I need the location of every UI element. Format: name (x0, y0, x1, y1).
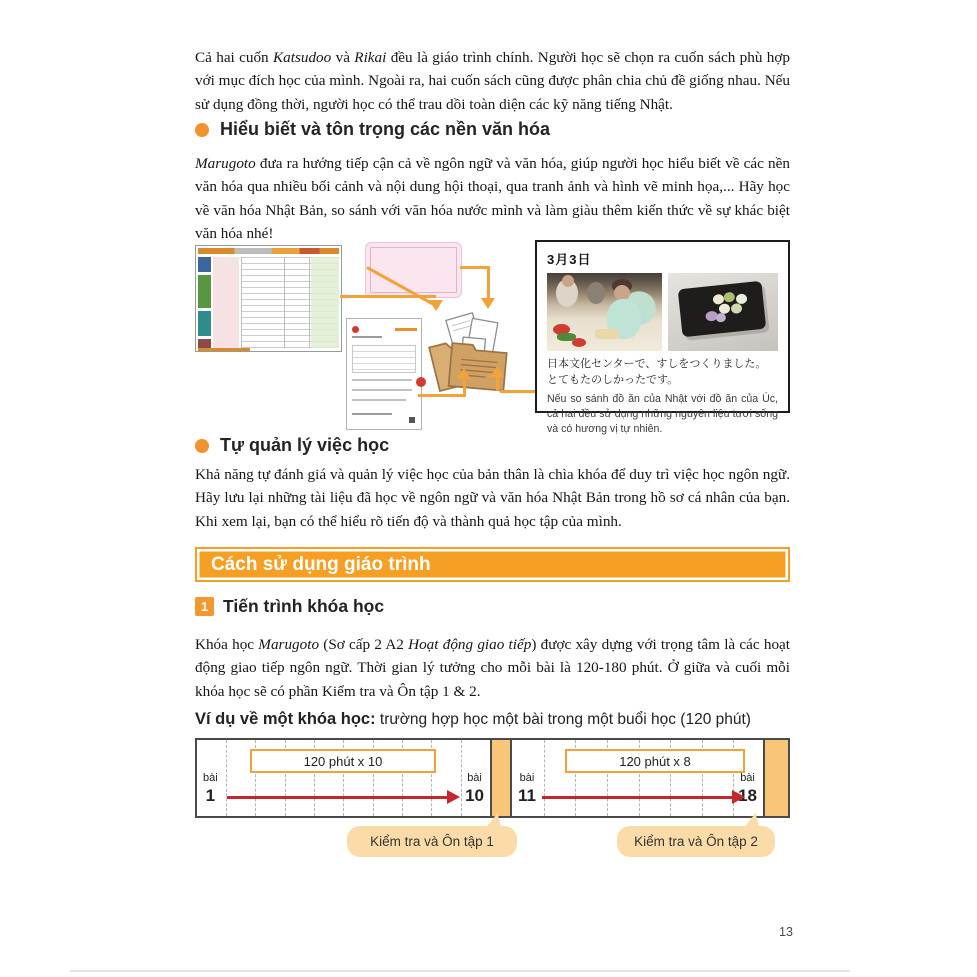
worksheet-text-box (352, 345, 416, 373)
course-flow-paragraph (195, 633, 790, 703)
heading-text: Tự quản lý việc học (220, 435, 390, 455)
page-edge-line (70, 970, 850, 972)
grid-line (544, 740, 545, 816)
bullet-icon (195, 439, 209, 453)
photo-vegetables (557, 333, 576, 341)
sushi-piece (712, 293, 724, 304)
worksheet-red-badge (416, 377, 426, 387)
grid-line (309, 257, 310, 348)
grid-line (226, 740, 227, 816)
worksheet-text-line (352, 413, 392, 415)
worksheet-text-line (352, 336, 382, 338)
heading-text: Tiến trình khóa học (223, 596, 385, 616)
checklist-pink-column (213, 257, 239, 348)
callout-text: Kiểm tra và Ôn tập 1 (370, 834, 494, 849)
example-rest: trường hợp học một bài trong một buổi học (120 phút) (375, 711, 751, 728)
usage-section-banner (195, 547, 790, 582)
diary-date: 3月3日 (547, 252, 592, 267)
progress-arrow-line (227, 796, 449, 799)
timeline-block-2 (512, 740, 763, 816)
connector-line (487, 266, 490, 298)
checklist-sheet-image (195, 245, 342, 352)
section-number-badge: 1 (195, 597, 214, 616)
bullet-icon (195, 123, 209, 137)
banner-text: Cách sử dụng giáo trình (211, 553, 431, 575)
diary-vietnamese-text: Nếu so sánh đồ ăn của Nhật với đồ ăn của Úc, cả hai đều sử dụng những nguyên liệu tươi sống và có hương vị tự nhiên. (547, 392, 778, 435)
lesson-number: 11 (518, 786, 536, 806)
culture-paragraph (195, 152, 790, 245)
self-manage-heading (195, 435, 389, 456)
photo-sushi-making (547, 273, 662, 351)
worksheet-page-image (346, 318, 422, 430)
photo-cutting-board (595, 329, 619, 339)
culture-diary-card (535, 240, 790, 435)
connector-line (496, 377, 499, 391)
text-segment: Cả hai cuốn (195, 49, 274, 66)
book-title-marugoto: Marugoto (258, 636, 320, 653)
duration-box-1: 120 phút x 10 (250, 749, 436, 773)
review-callout-1 (347, 826, 517, 857)
text-segment: và (331, 49, 355, 66)
unit-label: bài (519, 772, 535, 784)
diary-japanese-text (547, 357, 778, 389)
book-title-rikai: Rikai (354, 49, 387, 66)
photo-figure (587, 282, 605, 304)
lesson-start-label (518, 772, 536, 806)
review-callout-2 (617, 826, 775, 857)
worksheet-text-line (352, 399, 406, 401)
duration-box-2: 120 phút x 8 (565, 749, 745, 773)
arrow-up-icon (457, 368, 471, 379)
example-label: Ví dụ về một khóa học: (195, 710, 376, 728)
unit-label: bài (467, 772, 482, 784)
grid-line (284, 257, 285, 348)
book-title-katsudoo: Katsudoo (273, 49, 332, 66)
arrow-right-icon (732, 790, 745, 804)
arrow-up-icon (490, 366, 504, 377)
grid-line (241, 257, 242, 348)
lesson-number: 1 (205, 786, 216, 806)
culture-section-heading (195, 119, 550, 140)
text-segment: (Sơ cấp 2 A2 (319, 636, 409, 653)
worksheet-text-line (352, 379, 412, 381)
sushi-piece (715, 312, 726, 322)
connector-line (460, 266, 490, 269)
photo-figure (562, 275, 574, 287)
course-flow-heading (195, 596, 384, 617)
jp-line: 日本文化センターで、すしをつくりました。 (547, 358, 767, 370)
checklist-topic-colors (198, 257, 211, 352)
lesson-start-label (203, 772, 218, 806)
page-number: 13 (779, 925, 793, 939)
arrow-down-icon (481, 298, 495, 309)
connector-line (463, 379, 466, 395)
example-caption (195, 710, 790, 729)
lesson-number: 10 (465, 786, 484, 806)
connector-line (418, 394, 466, 397)
review-strip-1 (490, 740, 512, 816)
book-title-marugoto: Marugoto (195, 155, 256, 172)
photo-sushi-plate (668, 273, 778, 351)
text-segment: đưa ra hướng tiếp cận cả về ngôn ngữ và văn hóa, giúp người học hiểu biết về các nền văn hóa qua nhiều bối cảnh và nội dung hội thoại, qua tranh ảnh và hình vẽ minh họa,... Hãy học về văn hóa Nhật Bản, so sánh với văn hóa nước mình và làm giàu thêm kiến thức về sự khác biệt văn hóa nhé! (195, 155, 790, 242)
grid-line (461, 740, 462, 816)
course-timeline-diagram (195, 738, 790, 868)
lesson-number: 18 (738, 786, 757, 806)
timeline-box (195, 738, 790, 818)
intro-paragraph (195, 46, 790, 116)
unit-label: bài (740, 772, 755, 784)
sushi-piece (723, 291, 735, 302)
text-segment: đều là giáo trình chính. Người học sẽ chọn ra cuốn sách phù hợp với mục đích học của mình. Ngoài ra, hai cuốn sách cũng được phân chia chủ đề giống nhau. Nếu sử dụng đồng thời, người học có thể trau dồi toàn diện các kỹ năng tiếng Nhật. (195, 49, 790, 113)
photo-black-tray (678, 280, 766, 337)
worksheet-page-mark (409, 417, 415, 423)
worksheet-marker-dot (352, 326, 359, 333)
lesson-end-label (465, 772, 484, 806)
topic-color-blue (198, 257, 211, 272)
checklist-footer-bar (198, 348, 250, 351)
text-segment: ) được xây dựng với trọng tâm là các hoạt động giao tiếp ngôn ngữ. Thời gian lý tưởng cho mỗi bài là 120-180 phút. Ở giữa và cuối mỗi khóa học sẽ có phần Kiểm tra và Ôn tập 1 & 2. (195, 636, 791, 700)
portfolio-folder-icon (426, 310, 512, 402)
heading-text: Hiểu biết và tôn trọng các nền văn hóa (220, 119, 551, 139)
arrow-right-icon (447, 790, 460, 804)
checklist-right-column (311, 257, 339, 348)
callout-text: Kiểm tra và Ôn tập 2 (634, 834, 758, 849)
sushi-piece (730, 303, 742, 314)
progress-arrow-line (542, 796, 734, 799)
diary-photos (547, 273, 778, 351)
timeline-block-1 (197, 740, 490, 816)
checklist-title-bar (198, 248, 339, 254)
worksheet-header-tag (395, 328, 417, 331)
topic-color-teal (198, 311, 211, 336)
worksheet-text-line (352, 389, 412, 391)
pink-note-card (365, 242, 462, 298)
unit-label: bài (203, 772, 218, 784)
sushi-piece (735, 293, 747, 304)
topic-color-green (198, 275, 211, 308)
self-manage-paragraph: Khả năng tự đánh giá và quản lý việc học của bản thân là chìa khóa để duy trì việc học ngôn ngữ. Hãy lưu lại những tài liệu đã học về ngôn ngữ và văn hóa Nhật Bản trong hồ sơ cá nhân của bạn. Khi xem lại, bạn có thể hiểu rõ tiến độ và thành quả học tập của mình. (195, 466, 790, 530)
course-name-italic: Hoạt động giao tiếp (408, 636, 532, 653)
jp-line: とてもたのしかったです。 (547, 373, 679, 386)
text-segment: Khóa học (195, 636, 259, 653)
connector-line (500, 390, 535, 393)
portfolio-figure (195, 240, 790, 435)
review-strip-2 (763, 740, 788, 816)
